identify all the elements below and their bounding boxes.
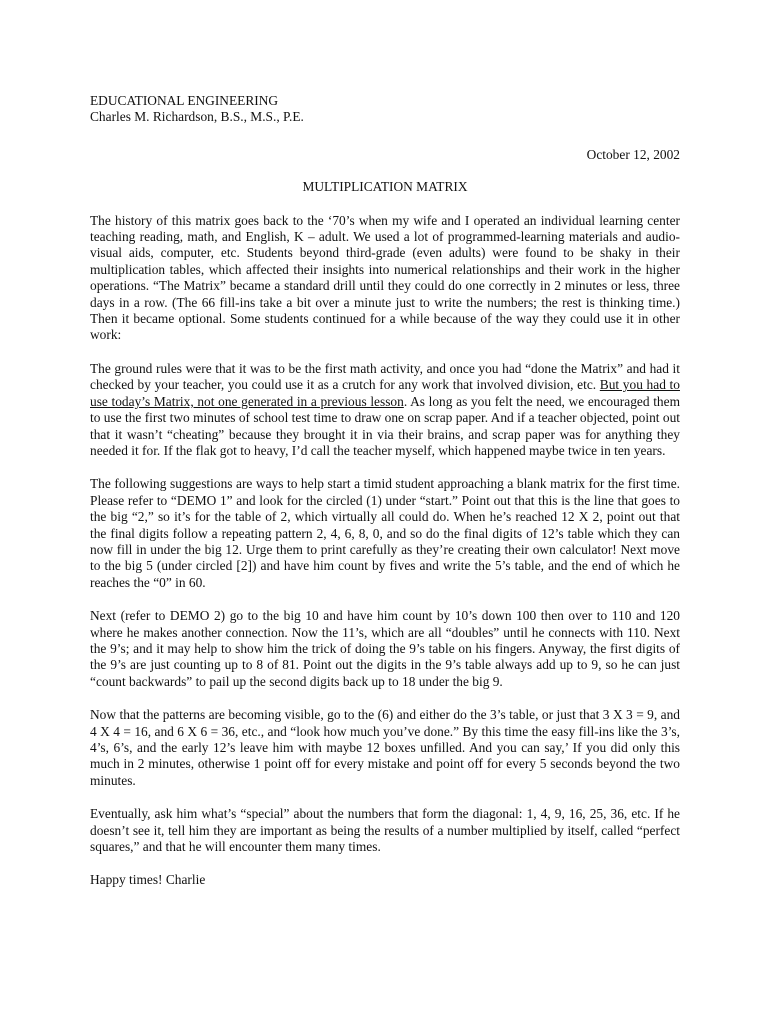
paragraph-perfect-squares: Eventually, ask him what’s “special” about the numbers that form the diagonal: 1, 4, 9, 16, 25, 36, etc. If he doesn’t see it, tell him they are important as being the results of a number multiplied by itself, called “perfect squares,” and that he will encounter them many times. xyxy=(90,806,680,855)
document-page xyxy=(90,93,680,906)
ground-rules-underlined-text: But you had to use today’s Matrix, not one generated in a previous lesson xyxy=(90,377,680,409)
ground-rules-text-start: The ground rules were that it was to be the first math activity, and once you had “done the Matrix” and had it checked by your teacher, you could use it as a crutch for any work that involved division, etc. xyxy=(90,360,680,393)
ground-rules-text-end: . As long as you felt the need, we encouraged them to use the first two minutes of school test time to draw one on scrap paper. And if a teacher objected, point out that it wasn’t “cheating” because they brought it in via their brains, and scrap paper was for anything they needed it for. If the flak got to heavy, I’d call the teacher myself, which happened maybe twice in ten years. xyxy=(90,393,680,458)
paragraph-suggestions: The following suggestions are ways to help start a timid student approaching a blank matrix for the first time. Please refer to “DEMO 1” and look for the circled (1) under “start.” Point out that this is the line that goes to the big “2,” so it’s for the table of 2, which virtually all could do. When he’s reached 12 X 2, point out that the final digits follow a repeating pattern 2, 4, 6, 8, 0, and so do the final digits of 12’s table which they can now fill in under the big 12. Urge them to print carefully as they’re creating their own calculator! Next move to the big 5 (under circled [2]) and have him count by fives and write the 5’s table, and the end of which he reaches the “0” in 60. xyxy=(90,476,680,590)
document-title: MULTIPLICATION MATRIX xyxy=(302,179,468,195)
document-date: October 12, 2002 xyxy=(586,146,680,162)
paragraph-demo-2: Next (refer to DEMO 2) go to the big 10 and have him count by 10’s down 100 then over to 110 and 120 where he makes another connection. Now the 11’s, which are all “doubles” until he connects with 110. Next the 9’s; and it may help to show him the trick of doing the 9’s table on his fingers. Anyway, the first digits of the 9’s are just counting up to 8 of 81. Point out the digits in the 9’s table always add up to 9, so he can just “count backwards” to pail up the second digits back up to 18 under the big 9. xyxy=(90,608,680,689)
signoff: Happy times! Charlie xyxy=(90,872,206,888)
author-credentials: Charles M. Richardson, B.S., M.S., P.E. xyxy=(90,109,304,125)
paragraph-history: The history of this matrix goes back to the ‘70’s when my wife and I operated an individual learning center teaching reading, math, and English, K – adult. We used a lot of programmed-learning materials and audio-visual aids, computer, etc. Students beyond third-grade (even adults) were found to be shaky in their multiplication tables, which affected their insights into numerical relationships and their work in the higher operations. “The Matrix” became a standard drill until they could do one correctly in 2 minutes or less, three days in a row. (The 66 fill-ins take a bit over a minute just to write the numbers; the rest is thinking time.) Then it became optional. Some students continued for a while because of the way they could use it in other work: xyxy=(90,212,680,343)
organization-name: EDUCATIONAL ENGINEERING xyxy=(90,93,279,108)
paragraph-ground-rules xyxy=(90,361,680,459)
paragraph-patterns: Now that the patterns are becoming visible, go to the (6) and either do the 3’s table, or just that 3 X 3 = 9, and 4 X 4 = 16, and 6 X 6 = 36, etc., and “look how much you’ve done.” By this time the easy fill-ins like the 3’s, 4’s, 6’s, and the early 12’s leave him with maybe 12 boxes unfilled. And you can say,’ If you did only this much in 2 minutes, otherwise 1 point off for every mistake and point off for every 5 seconds beyond the two minutes. xyxy=(90,707,680,788)
